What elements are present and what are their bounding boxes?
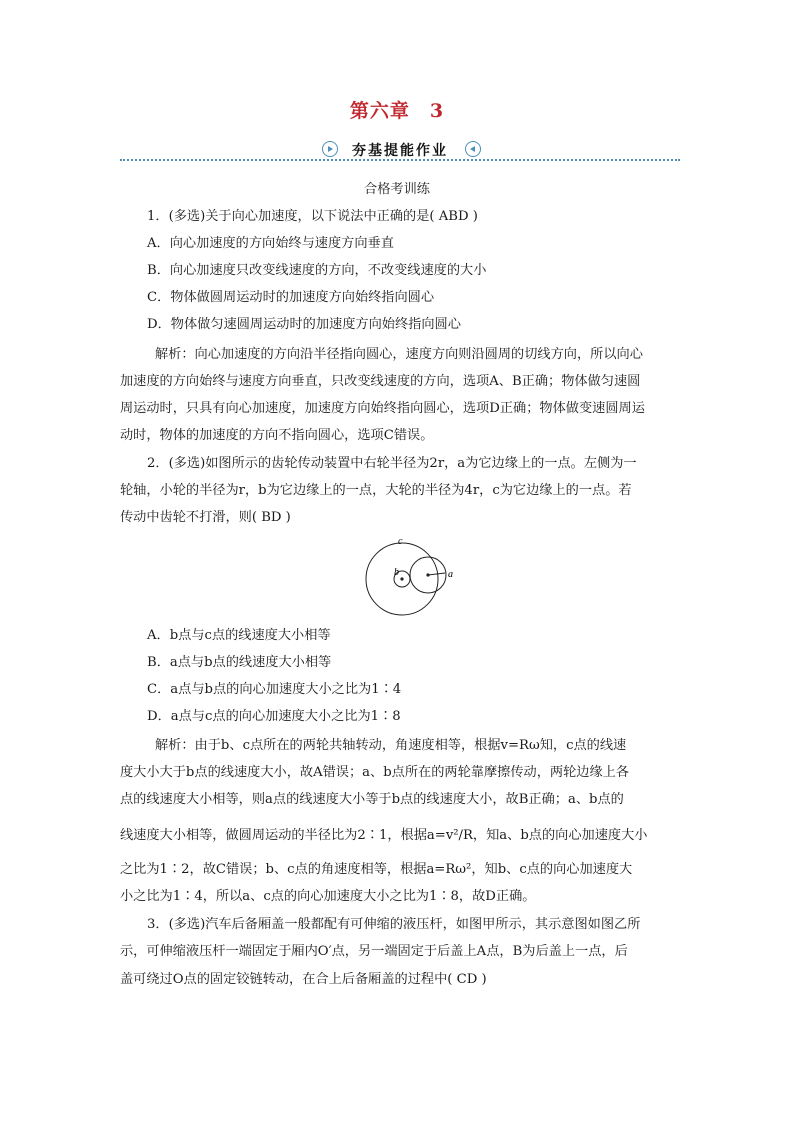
q2-analysis-line: 点的线速度大小相等，则a点的线速度大小等于b点的线速度大小，故B正确；a、b点的 [120,792,624,807]
q1-option-d: D．物体做匀速圆周运动时的加速度方向始终指向圆心 [147,317,461,332]
q1-analysis-line: 解析：向心加速度的方向沿半径指向圆心，速度方向则沿圆周的切线方向，所以向心 [155,347,643,362]
q3-stem-line: 示，可伸缩液压杆一端固定于厢内O′点，另一端固定于后盖上A点，B为后盖上一点，后 [120,944,628,959]
play-left-icon [465,141,481,157]
banner-title: 夯基提能作业 [352,143,448,159]
q2-stem-line: 2．(多选)如图所示的齿轮传动装置中右轮半径为2r，a为它边缘上的一点。左侧为一 [147,456,637,471]
q1-option-b: B．向心加速度只改变线速度的方向，不改变线速度的大小 [147,263,487,278]
q3-stem-line: 3．(多选)汽车后备厢盖一般都配有可伸缩的液压杆，如图甲所示，其示意图如图乙所 [147,917,641,932]
q1-analysis-line: 动时，物体的加速度的方向不指向圆心，选项C错误。 [120,428,434,443]
q1-option-a: A．向心加速度的方向始终与速度方向垂直 [147,236,394,251]
q2-option-a: A．b点与c点的线速度大小相等 [147,628,331,643]
gear-diagram [362,535,462,629]
q1-stem: 1．(多选)关于向心加速度，以下说法中正确的是( ABD ) [147,209,478,224]
page-title: 第六章 3 [349,100,445,122]
q2-analysis-line: 解析：由于b、c点所在的两轮共轴转动，角速度相等，根据v=Rω知，c点的线速 [155,738,627,753]
q2-option-c: C．a点与b点的向心加速度大小之比为1∶4 [147,682,402,697]
q2-stem-line: 传动中齿轮不打滑，则( BD ) [120,510,291,525]
q1-analysis-line: 周运动时，只具有向心加速度，加速度方向始终指向圆心，选项D正确；物体做变速圆周运 [120,401,645,416]
q2-analysis-line: 线速度大小相等，做圆周运动的半径比为2∶1，根据a=v²/R，知a、b点的向心加速度大小 [120,828,648,843]
label-b: b [394,567,399,578]
axle-dot-left [400,577,403,580]
q2-analysis-line: 之比为1∶2，故C错误；b、c点的角速度相等，根据a=Rω²，知b、c点的向心加速度大 [120,862,633,877]
q2-stem-line: 轮轴，小轮的半径为r，b为它边缘上的一点，大轮的半径为4r，c为它边缘上的一点。若 [120,483,632,498]
label-c: c [398,536,403,547]
section-banner [120,138,680,162]
q2-analysis-line: 度大小大于b点的线速度大小，故A错误；a、b点所在的两轮靠摩擦传动，两轮边缘上各 [120,765,630,780]
q2-option-d: D．a点与c点的向心加速度大小之比为1∶8 [147,709,401,724]
q1-analysis-line: 加速度的方向始终与速度方向垂直，只改变线速度的方向，选项A、B正确；物体做匀速圆 [120,374,641,389]
q3-stem-line: 盖可绕过O点的固定铰链转动，在合上后备厢盖的过程中( CD ) [120,972,487,987]
label-a: a [448,569,453,580]
section-title: 合格考训练 [364,182,430,197]
q2-option-b: B．a点与b点的线速度大小相等 [147,655,332,670]
q1-option-c: C．物体做圆周运动时的加速度方向始终指向圆心 [147,290,435,305]
q2-analysis-line: 小之比为1∶4，所以a、c点的向心加速度大小之比为1∶8，故D正确。 [120,889,536,904]
radius-line [428,573,445,575]
